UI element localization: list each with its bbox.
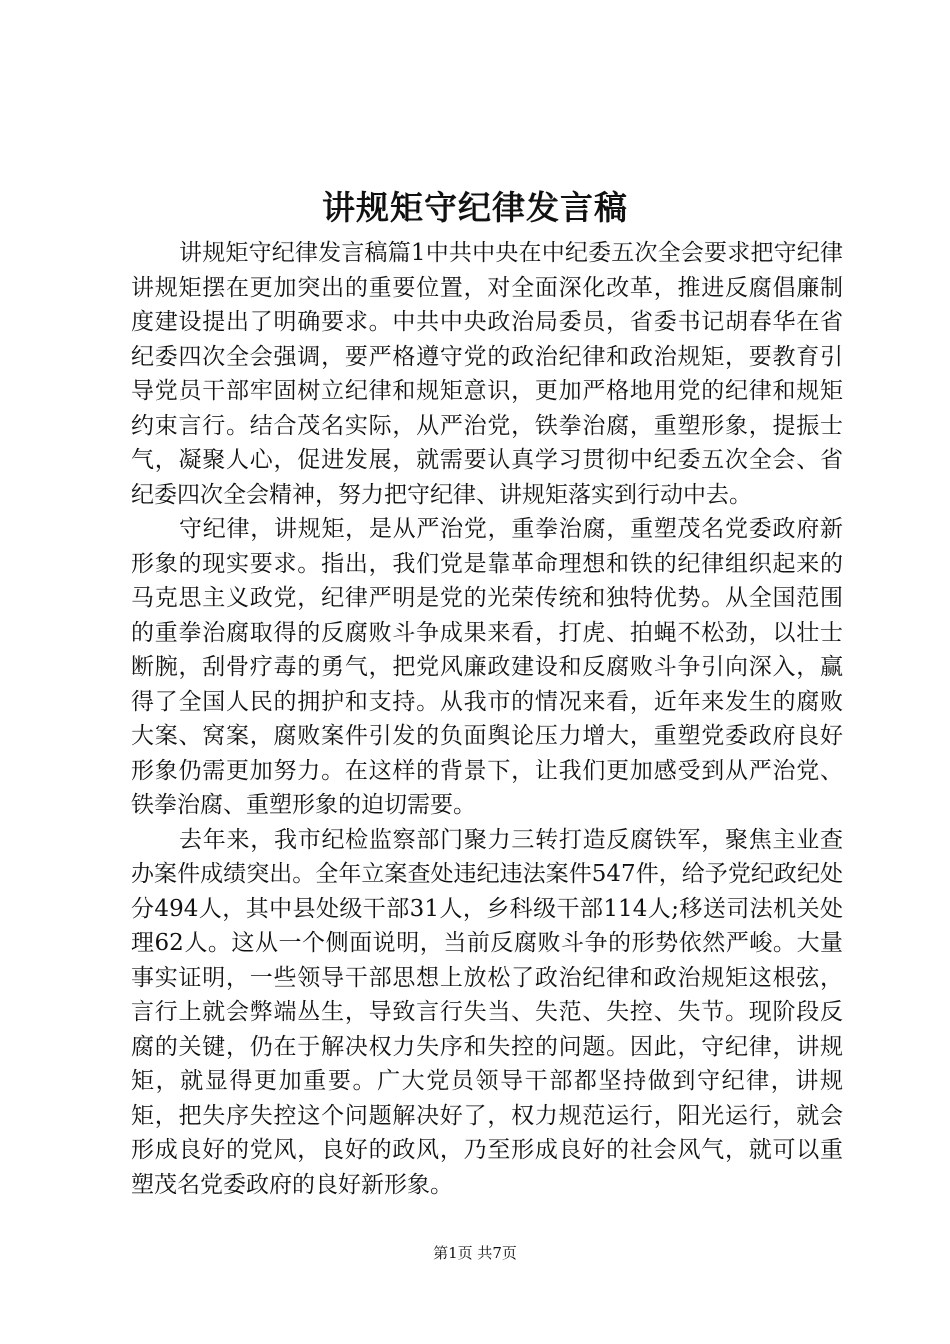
paragraph-2: 守纪律，讲规矩，是从严治党，重拳治腐，重塑茂名党委政府新形象的现实要求。指出，我们党是靠革命理想和铁的纪律组织起来的马克思主义政党，纪律严明是党的光荣传统和独特优势。从全国范围的重拳治腐取得的反腐败斗争成果来看，打虎、拍蝇不松劲，以壮士断腕，刮骨疗毒的勇气，把党风廉政建设和反腐败斗争引向深入，赢得了全国人民的拥护和支持。从我市的情况来看，近年来发生的腐败大案、窝案，腐败案件引发的负面舆论压力增大，重塑党委政府良好形象仍需更加努力。在这样的背景下，让我们更加感受到从严治党、铁拳治腐、重塑形象的迫切需要。	[131, 516, 843, 818]
paragraph-1: 讲规矩守纪律发言稿篇1中共中央在中纪委五次全会要求把守纪律讲规矩摆在更加突出的重要位置，对全面深化改革，推进反腐倡廉制度建设提出了明确要求。中共中央政治局委员，省委书记胡春华在省纪委四次全会强调，要严格遵守党的政治纪律和政治规矩，要教育引导党员干部牢固树立纪律和规矩意识，更加严格地用党的纪律和规矩约束言行。结合茂名实际，从严治党，铁拳治腐，重塑形象，提振士气，凝聚人心，促进发展，就需要认真学习贯彻中纪委五次全会、省纪委四次全会精神，努力把守纪律、讲规矩落实到行动中去。	[131, 240, 843, 508]
document-body	[131, 236, 843, 1202]
page-number-footer: 第1页 共7页	[433, 1244, 517, 1262]
paragraph-3: 去年来，我市纪检监察部门聚力三转打造反腐铁军，聚焦主业查办案件成绩突出。全年立案查处违纪违法案件547件，给予党纪政纪处分494人，其中县处级干部31人，乡科级干部114人;移送司法机关处理62人。这从一个侧面说明，当前反腐败斗争的形势依然严峻。大量事实证明，一些领导干部思想上放松了政治纪律和政治规矩这根弦，言行上就会弊端丛生，导致言行失当、失范、失控、失节。现阶段反腐的关键，仍在于解决权力失序和失控的问题。因此，守纪律，讲规矩，就显得更加重要。广大党员领导干部都坚持做到守纪律，讲规矩，把失序失控这个问题解决好了，权力规范运行，阳光运行，就会形成良好的党风，良好的政风，乃至形成良好的社会风气，就可以重塑茂名党委政府的良好新形象。	[131, 826, 843, 1198]
document-title: 讲规矩守纪律发言稿	[322, 188, 628, 227]
